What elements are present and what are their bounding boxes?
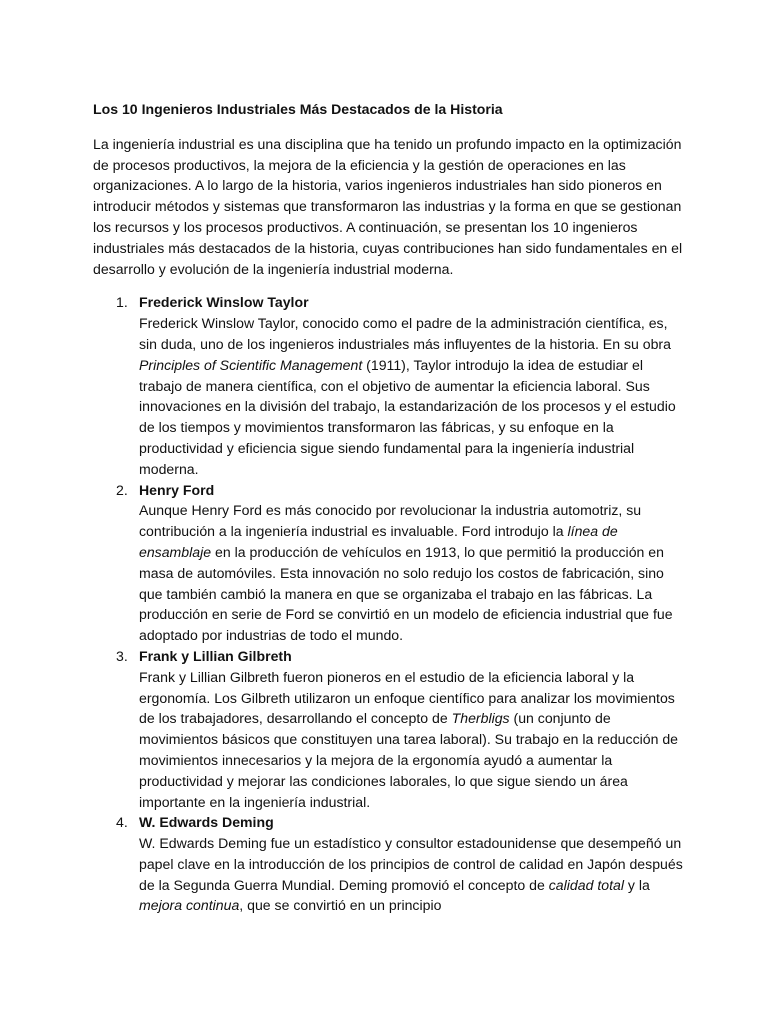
engineer-description (139, 833, 683, 916)
desc-text: (1911), Taylor introdujo la idea de estudiar el trabajo de manera científica, con el objetivo de aumentar la eficiencia laboral. Sus innovaciones en la división del trabajo, la estandarización de los procesos y el estudio de los tiempos y movimientos transformaron las fábricas, y su enfoque en la productividad y eficiencia sigue siendo fundamental para la ingeniería industrial moderna. (139, 356, 676, 477)
engineer-name: Frank y Lillian Gilbreth (139, 647, 292, 664)
engineer-name: W. Edwards Deming (139, 814, 274, 831)
list-number: 1. (116, 294, 128, 311)
emphasis-term: línea de ensamblaje (139, 523, 618, 560)
list-number: 4. (116, 814, 128, 831)
engineer-description (139, 500, 683, 646)
document-title: Los 10 Ingenieros Industriales Más Destacados de la Historia (93, 101, 503, 117)
desc-text: Frederick Winslow Taylor, conocido como el padre de la administración científica, es, sin duda, uno de los ingenieros industriales más influyentes de la historia. En su obra (139, 315, 671, 352)
desc-text: Frank y Lillian Gilbreth fueron pioneros en el estudio de la eficiencia laboral y la ergonomía. Los Gilbreth utilizaron un enfoque científico para analizar los movimientos de los trabajadores, desarrollando el concepto de (139, 668, 675, 727)
desc-text: (un conjunto de movimientos básicos que constituyen una tarea laboral). Su trabajo en la reducción de movimientos innecesarios y la mejora de la ergonomía ayudó a aumentar la productividad y mejorar las condiciones laborales, lo que sigue siendo un área importante en la ingeniería industrial. (139, 710, 679, 810)
intro-paragraph: La ingeniería industrial es una disciplina que ha tenido un profundo impacto en la optimización de procesos productivos, la mejora de la eficiencia y la gestión de operaciones en las organizaciones. A lo largo de la historia, varios ingenieros industriales han sido pioneros en introducir métodos y sistemas que transformaron las industrias y la forma en que se gestionan los recursos y los procesos productivos. A continuación, se presentan los 10 ingenieros industriales más destacados de la historia, cuyas contribuciones han sido fundamentales en el desarrollo y evolución de la ingeniería industrial moderna. (93, 135, 683, 277)
engineers-list (93, 292, 683, 916)
list-item (93, 292, 683, 479)
emphasis-term: Therbligs (451, 710, 510, 727)
engineer-description (139, 667, 683, 813)
document-page (93, 99, 683, 916)
list-item (93, 646, 683, 812)
emphasis-term: mejora continua (139, 897, 240, 914)
desc-text: Aunque Henry Ford es más conocido por revolucionar la industria automotriz, su contribución a la ingeniería industrial es invaluable. Ford introdujo la (139, 502, 642, 540)
book-title: Principles of Scientific Management (139, 356, 363, 373)
engineer-name: Frederick Winslow Taylor (139, 294, 309, 311)
list-item (93, 812, 683, 916)
engineer-name: Henry Ford (139, 481, 215, 498)
list-number: 2. (116, 481, 128, 498)
list-number: 3. (116, 647, 128, 664)
emphasis-term: calidad total (548, 876, 624, 893)
desc-text: y la (623, 876, 650, 893)
desc-text: en la producción de vehículos en 1913, lo que permitió la producción en masa de automóviles. Esta innovación no solo redujo los costos de fabricación, sino que también cambió la manera en que se organizaba el trabajo en las fábricas. La producción en serie de Ford se convirtió en un modelo de eficiencia industrial que fue adoptado por industrias de todo el mundo. (139, 543, 673, 644)
engineer-description (139, 313, 683, 479)
desc-text: , que se convirtió en un principio (239, 897, 442, 914)
desc-text: W. Edwards Deming fue un estadístico y consultor estadounidense que desempeñó un papel clave en la introducción de los principios de control de calidad en Japón después de la Segunda Guerra Mundial. Deming promovió el concepto de (139, 835, 683, 893)
list-item (93, 480, 683, 646)
